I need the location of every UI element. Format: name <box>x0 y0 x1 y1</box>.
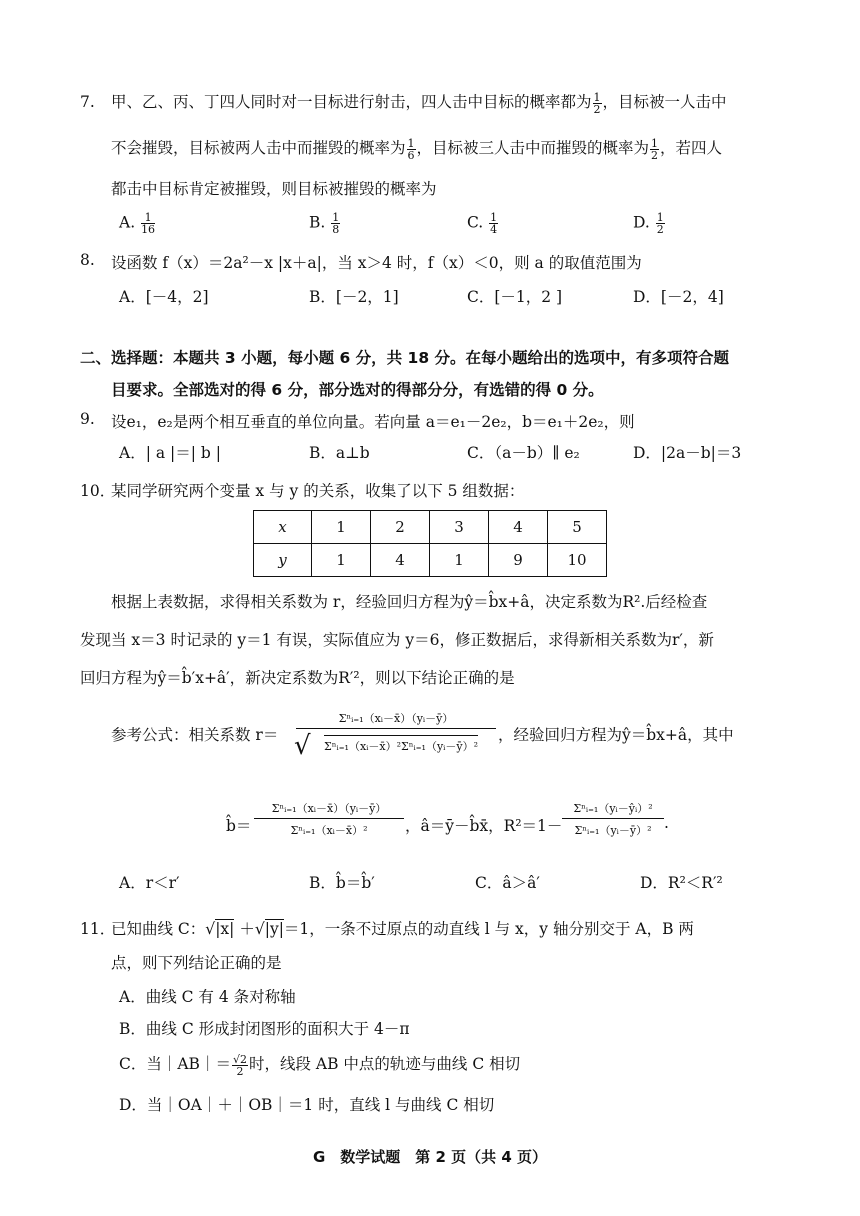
page-footer: G 数学试题 第 2 页（共 4 页） <box>312 1148 548 1166</box>
q7-option-b: B. $\frac{1}{8}$ <box>309 211 340 236</box>
q8-text: 设函数 f（x）＝2a²－x |x＋a|，当 x＞4 时，f（x）＜0，则 a 的取值范围为 <box>111 254 642 272</box>
table-cell: 5 <box>548 511 607 544</box>
table-cell: 1 <box>312 544 371 577</box>
q10-formula-r-numerator: Σⁿᵢ₌₁（xᵢ－x̄）（yᵢ－ȳ） <box>296 710 496 729</box>
table-cell: 4 <box>371 544 430 577</box>
q11-sqrt-x: |x| <box>215 920 235 938</box>
q11-line2: 点，则下列结论正确的是 <box>111 954 282 972</box>
q7-option-c: C. $\frac{1}{4}$ <box>467 211 498 236</box>
q8-number: 8. <box>80 251 95 269</box>
data-table <box>253 510 607 577</box>
q11-option-b: B．曲线 C 形成封闭图形的面积大于 4－π <box>119 1020 410 1038</box>
q10-paragraph-3: 回归方程为ŷ＝b̂′x+â′，新决定系数为R′²，则以下结论正确的是 <box>80 669 515 687</box>
q7-line1b: ，目标被一人击中 <box>602 93 727 111</box>
q10-paragraph-2: 发现当 x＝3 时记录的 y＝1 有误，实际值应为 y＝6，修正数据后，求得新相关系数为r′，新 <box>80 631 714 649</box>
table-row <box>254 511 607 544</box>
q11-line1: 已知曲线 C：√|x| ＋√|y|＝1，一条不过原点的动直线 l 与 x，y 轴分别交于 A，B 两 <box>111 920 694 938</box>
q7-line2: 不会摧毁，目标被两人击中而摧毁的概率为 $\frac{1}{6}$ ，目标被三人击中而摧毁的概率为 $\frac{1}{2}$ ，若四人 <box>111 136 723 162</box>
q9-option-a: A．| a |＝| b | <box>119 444 221 462</box>
q10-option-c: C．â＞â′ <box>475 874 540 892</box>
table-cell: 3 <box>430 511 489 544</box>
q7-option-d: D. $\frac{1}{2}$ <box>633 211 664 236</box>
q10-formula-r <box>296 710 496 754</box>
table-cell: 9 <box>489 544 548 577</box>
q9-text: 设e₁，e₂是两个相互垂直的单位向量。若向量 a＝e₁－2e₂，b＝e₁＋2e₂，则 <box>111 413 635 431</box>
q10-b-fraction: Σⁿᵢ₌₁（xᵢ－x̄）（yᵢ－ȳ） Σⁿᵢ₌₁（xᵢ－x̄）² <box>254 800 404 838</box>
section2-heading-line1: 二、选择题：本题共 3 小题，每小题 6 分，共 18 分。在每小题给出的选项中，有多项符合题 <box>80 349 730 367</box>
q7-line3: 都击中目标肯定被摧毁，则目标被摧毁的概率为 <box>111 180 437 198</box>
q8-option-d: D．[－2，4] <box>633 288 724 306</box>
table-header-y: y <box>254 544 312 577</box>
sqrt-icon: √ <box>294 731 311 761</box>
q11-sqrt-y: |y| <box>264 920 284 938</box>
q7-line1a: 甲、乙、丙、丁四人同时对一目标进行射击，四人击中目标的概率都为 <box>111 93 592 111</box>
q7-frac3: $\frac{1}{2}$ <box>651 136 659 162</box>
table-header-x: x <box>254 511 312 544</box>
q7-frac2: $\frac{1}{6}$ <box>407 136 415 162</box>
q10-paragraph-1: 根据上表数据，求得相关系数为 r，经验回归方程为ŷ＝b̂x+â，决定系数为R².后经检查 <box>111 593 708 611</box>
section2-heading-line2: 目要求。全部选对的得 6 分，部分选对的得部分分，有选错的得 0 分。 <box>111 381 604 399</box>
table-cell: 1 <box>312 511 371 544</box>
q10-number: 10． <box>80 482 116 500</box>
q9-option-d: D．|2a－b|＝3 <box>633 444 742 462</box>
q7-option-a: A. $\frac{1}{16}$ <box>119 211 156 236</box>
q7-number: 7. <box>80 93 95 111</box>
q10-b-prefix: b̂＝ <box>226 817 252 835</box>
q10-formula-r-denominator: Σⁿᵢ₌₁（xᵢ－x̄）²Σⁿᵢ₌₁（yᵢ－ȳ）² <box>324 735 478 754</box>
q10-option-d: D．R²＜R′² <box>640 874 723 892</box>
q11-option-d: D．当｜OA｜＋｜OB｜＝1 时，直线 l 与曲线 C 相切 <box>119 1096 495 1114</box>
sqrt-icon: √ <box>205 920 216 938</box>
table-cell: 10 <box>548 544 607 577</box>
q10-R-fraction: Σⁿᵢ₌₁（yᵢ－ŷᵢ）² Σⁿᵢ₌₁（yᵢ－ȳ）² <box>562 800 664 838</box>
sqrt-icon: √ <box>254 920 265 938</box>
q11-number: 11． <box>80 920 116 938</box>
q10-intro: 某同学研究两个变量 x 与 y 的关系，收集了以下 5 组数据： <box>111 482 525 500</box>
table-cell: 2 <box>371 511 430 544</box>
table-cell: 4 <box>489 511 548 544</box>
q10-formula-r-suffix: ，经验回归方程为ŷ＝b̂x+â，其中 <box>498 726 734 744</box>
table-row <box>254 544 607 577</box>
q7-line1 <box>111 90 727 115</box>
q8-option-a: A．[－4，2] <box>119 288 209 306</box>
q11-option-a: A．曲线 C 有 4 条对称轴 <box>119 988 296 1006</box>
q8-option-c: C．[－1，2 ] <box>467 288 563 306</box>
q11-option-c: C．当｜AB｜＝ $\frac{√2}{2}$ 时，线段 AB 中点的轨迹与曲线 C 相切 <box>119 1052 521 1078</box>
q7-frac1: $\frac{1}{2}$ <box>593 90 601 116</box>
q10-option-b: B．b̂＝b̂′ <box>309 874 375 892</box>
q10-formula-r-prefix: 参考公式：相关系数 r＝ <box>111 726 279 744</box>
q10-a-text: ，â＝ȳ－b̂x̄，R²＝1－ <box>405 817 563 835</box>
q9-option-b: B．a⊥b <box>309 444 370 462</box>
q9-number: 9. <box>80 410 95 428</box>
q8-option-b: B．[－2，1] <box>309 288 399 306</box>
table-cell: 1 <box>430 544 489 577</box>
q10-option-a: A．r＜r′ <box>119 874 180 892</box>
q9-option-c: C．（a－b）∥ e₂ <box>467 444 580 462</box>
